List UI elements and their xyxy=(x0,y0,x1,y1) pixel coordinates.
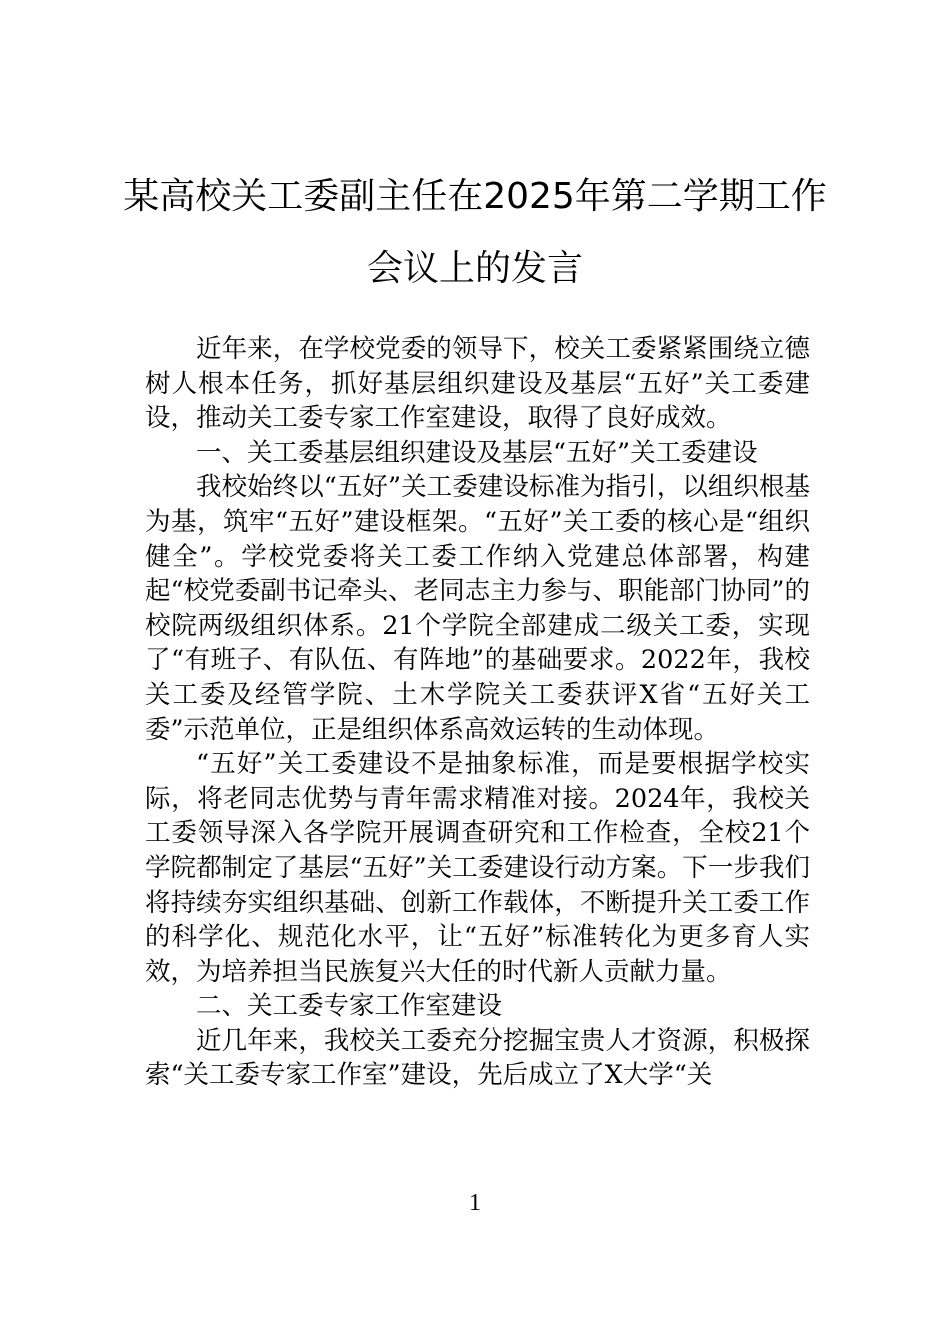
section-heading-1: 一、关工委基层组织建设及基层“五好”关工委建设 xyxy=(196,437,758,468)
section-heading-2: 二、关工委专家工作室建设 xyxy=(196,991,503,1022)
paragraph-intro: 近年来，在学校党委的领导下，校关工委紧紧围绕立德树人根本任务，抓好基层组织建设及基层“五好”关工委建设，推动关工委专家工作室建设，取得了良好成效。 xyxy=(145,334,810,434)
document-body xyxy=(145,332,810,1093)
paragraph-section-1-b: “五好”关工委建设不是抽象标准，而是要根据学校实际，将老同志优势与青年需求精准对接。2024年，我校关工委领导深入各学院开展调查研究和工作检查，全校21个学院都制定了基层“五好”关工委建设行动方案。下一步我们将持续夯实组织基础、创新工作载体，不断提升关工委工作的科学化、规范化水平，让“五好”标准转化为更多育人实效，为培养担当民族复兴大任的时代新人贡献力量。 xyxy=(145,749,810,987)
document-title: 某高校关工委副主任在2025年第二学期工作会议上的发言 xyxy=(123,176,827,289)
paragraph-section-2-a: 近几年来，我校关工委充分挖掘宝贵人才资源，积极探索“关工委专家工作室”建设，先后成立了X大学“关 xyxy=(145,1025,810,1091)
page-number: 1 xyxy=(469,1190,481,1216)
paragraph-section-1-a: 我校始终以“五好”关工委建设标准为指引，以组织根基为基，筑牢“五好”建设框架。“五好”关工委的核心是“组织健全”。学校党委将关工委工作纳入党建总体部署，构建起“校党委副书记牵头、老同志主力参与、职能部门协同”的校院两级组织体系。21个学院全部建成二级关工委，实现了“有班子、有队伍、有阵地”的基础要求。2022年，我校关工委及经管学院、土木学院关工委获评X省“五好关工委”示范单位，正是组织体系高效运转的生动体现。 xyxy=(145,472,810,745)
